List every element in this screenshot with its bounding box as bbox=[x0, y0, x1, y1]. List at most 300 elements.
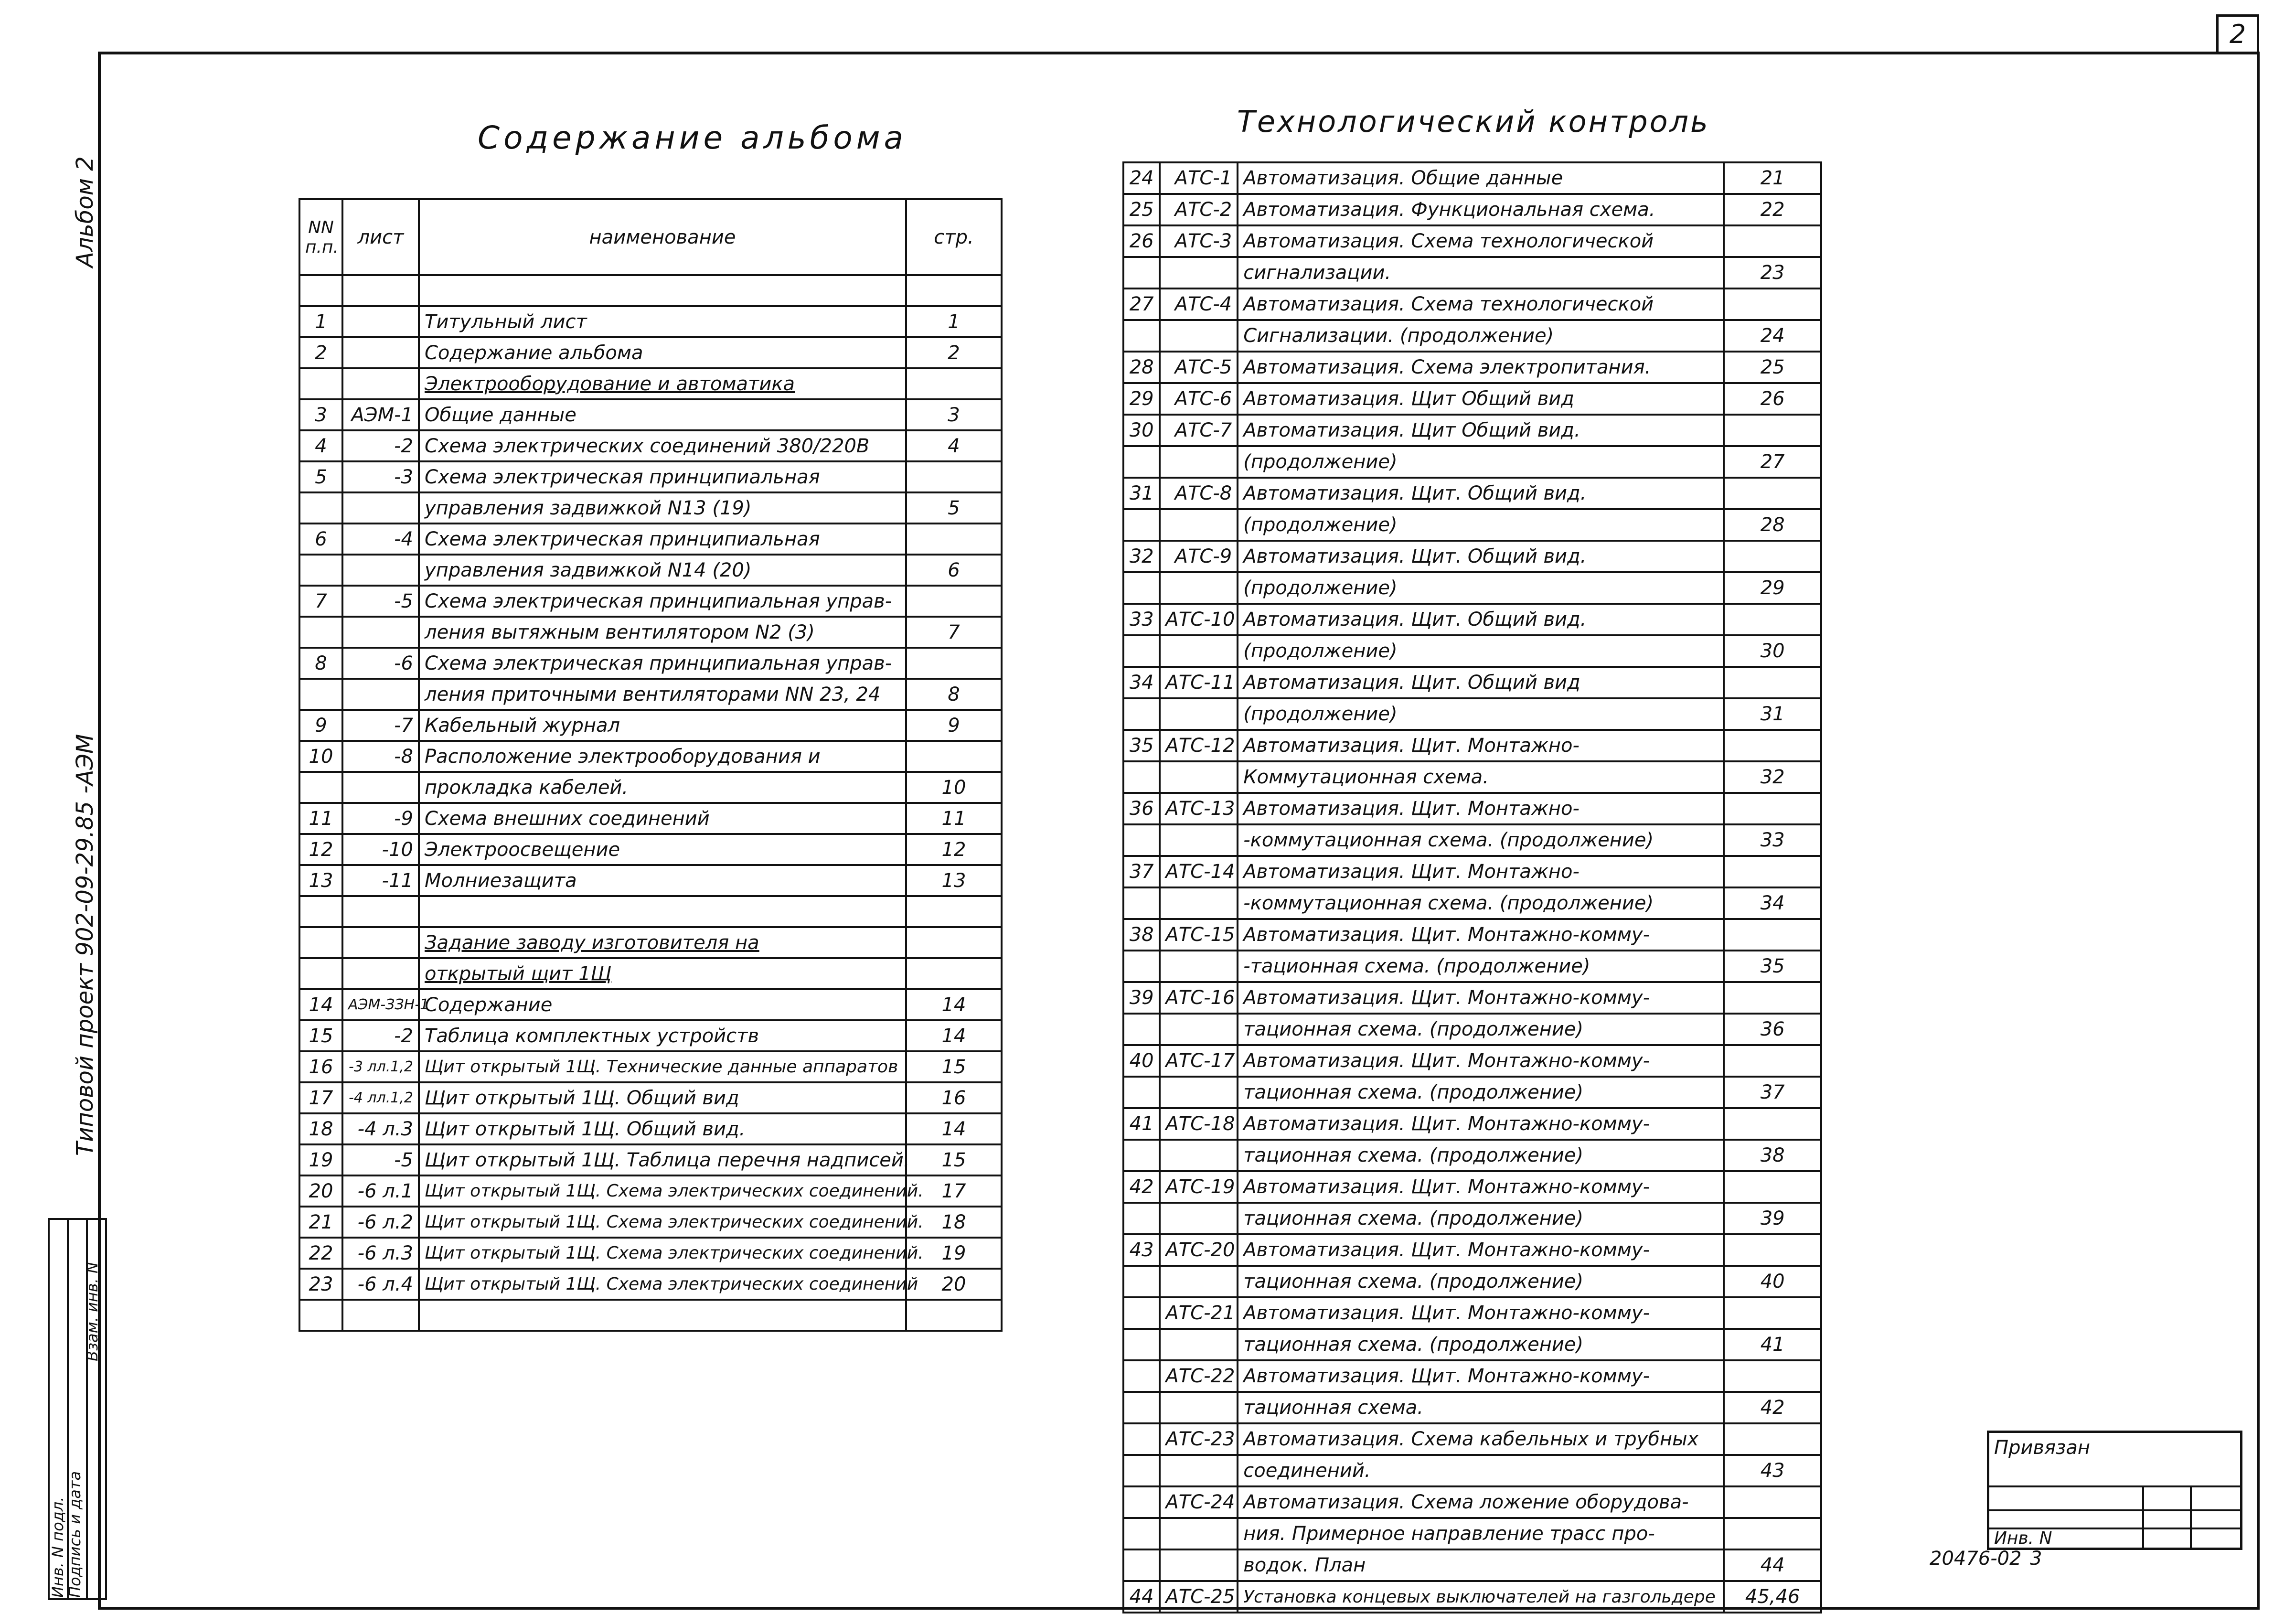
row-title: прокладка кабелей. bbox=[419, 772, 906, 803]
row-number: 24 bbox=[1123, 162, 1160, 194]
row-title: Автоматизация. Функциональная схема. bbox=[1238, 194, 1724, 225]
row-sheet: АЭМ-ЗЗН-1 bbox=[342, 989, 419, 1020]
bind-label: Привязан bbox=[1994, 1437, 2091, 1459]
row-page bbox=[1724, 1171, 1821, 1203]
contents-row bbox=[299, 741, 1002, 772]
row-title: Автоматизация. Щит. Общий вид. bbox=[1238, 541, 1724, 572]
row-page bbox=[1724, 919, 1821, 951]
contents-row bbox=[299, 430, 1002, 461]
row-page bbox=[906, 927, 1002, 958]
row-sheet: АТС-19 bbox=[1160, 1171, 1238, 1203]
row-number: 13 bbox=[299, 865, 342, 896]
row-number bbox=[1123, 1360, 1160, 1392]
row-number: 9 bbox=[299, 710, 342, 741]
row-number bbox=[299, 927, 342, 958]
row-title: Щит открытый 1Щ. Технические данные аппаратов bbox=[419, 1051, 906, 1082]
row-title: ления приточными вентиляторами NN 23, 24 bbox=[419, 679, 906, 710]
control-row bbox=[1123, 1108, 1821, 1140]
row-sheet bbox=[1160, 1455, 1238, 1486]
row-title: (продолжение) bbox=[1238, 635, 1724, 667]
row-page bbox=[1724, 1423, 1821, 1455]
control-row bbox=[1123, 919, 1821, 951]
row-number: 31 bbox=[1123, 478, 1160, 509]
row-page bbox=[1724, 1108, 1821, 1140]
row-page bbox=[1724, 1486, 1821, 1518]
row-page: 39 bbox=[1724, 1203, 1821, 1234]
row-number bbox=[299, 275, 342, 306]
control-row bbox=[1123, 1518, 1821, 1549]
row-sheet bbox=[342, 275, 419, 306]
control-row bbox=[1123, 667, 1821, 698]
row-number bbox=[1123, 698, 1160, 730]
control-row bbox=[1123, 1077, 1821, 1108]
row-page bbox=[1724, 415, 1821, 446]
row-title: (продолжение) bbox=[1238, 572, 1724, 604]
control-row bbox=[1123, 1455, 1821, 1486]
row-number: 12 bbox=[299, 834, 342, 865]
row-sheet: АТС-25 bbox=[1160, 1581, 1238, 1613]
control-row bbox=[1123, 225, 1821, 257]
row-title: соединений. bbox=[1238, 1455, 1724, 1486]
contents-row bbox=[299, 306, 1002, 337]
row-number bbox=[1123, 1455, 1160, 1486]
row-title: Автоматизация. Щит. Монтажно- bbox=[1238, 856, 1724, 887]
control-row bbox=[1123, 1423, 1821, 1455]
row-page bbox=[906, 1300, 1002, 1331]
row-title: Щит открытый 1Щ. Схема электрических соединений bbox=[419, 1269, 906, 1300]
row-page bbox=[906, 741, 1002, 772]
control-row bbox=[1123, 635, 1821, 667]
row-number: 14 bbox=[299, 989, 342, 1020]
row-sheet: -8 bbox=[342, 741, 419, 772]
row-page bbox=[1724, 793, 1821, 824]
contents-row bbox=[299, 524, 1002, 555]
row-number bbox=[299, 772, 342, 803]
row-number: 32 bbox=[1123, 541, 1160, 572]
control-row bbox=[1123, 951, 1821, 982]
row-title: Автоматизация. Щит. Монтажно-комму- bbox=[1238, 1234, 1724, 1266]
contents-row bbox=[299, 710, 1002, 741]
contents-row bbox=[299, 896, 1002, 927]
row-title: Автоматизация. Схема технологической bbox=[1238, 225, 1724, 257]
control-row bbox=[1123, 1140, 1821, 1171]
row-title: Содержание альбома bbox=[419, 337, 906, 368]
control-row bbox=[1123, 415, 1821, 446]
contents-row bbox=[299, 679, 1002, 710]
row-sheet bbox=[342, 306, 419, 337]
row-sheet: АТС-24 bbox=[1160, 1486, 1238, 1518]
row-page: 17 bbox=[906, 1175, 1002, 1207]
row-title: Содержание bbox=[419, 989, 906, 1020]
row-title: Автоматизация. Щит. Монтажно-комму- bbox=[1238, 1108, 1724, 1140]
row-page: 16 bbox=[906, 1082, 1002, 1113]
row-sheet: -3 bbox=[342, 461, 419, 492]
row-title: тационная схема. (продолжение) bbox=[1238, 1329, 1724, 1360]
row-page: 14 bbox=[906, 1020, 1002, 1051]
row-sheet bbox=[342, 555, 419, 586]
row-number bbox=[1123, 320, 1160, 352]
row-page: 10 bbox=[906, 772, 1002, 803]
contents-table bbox=[299, 198, 1003, 1332]
control-row bbox=[1123, 730, 1821, 761]
row-sheet: -6 bbox=[342, 648, 419, 679]
row-sheet bbox=[1160, 1140, 1238, 1171]
contents-row bbox=[299, 865, 1002, 896]
row-number bbox=[1123, 761, 1160, 793]
row-number bbox=[1123, 1423, 1160, 1455]
row-sheet: -11 bbox=[342, 865, 419, 896]
row-page: 15 bbox=[906, 1051, 1002, 1082]
control-row bbox=[1123, 572, 1821, 604]
row-page: 32 bbox=[1724, 761, 1821, 793]
row-title: тационная схема. (продолжение) bbox=[1238, 1266, 1724, 1297]
row-sheet bbox=[1160, 698, 1238, 730]
row-page: 20 bbox=[906, 1269, 1002, 1300]
row-title: Автоматизация. Схема технологической bbox=[1238, 288, 1724, 320]
bind-inv-label: Инв. N bbox=[1994, 1528, 2052, 1548]
row-number: 21 bbox=[299, 1207, 342, 1238]
contents-row bbox=[299, 1144, 1002, 1175]
row-sheet: АТС-14 bbox=[1160, 856, 1238, 887]
row-page: 34 bbox=[1724, 887, 1821, 919]
row-title: Коммутационная схема. bbox=[1238, 761, 1724, 793]
contents-row bbox=[299, 1300, 1002, 1331]
row-title: Щит открытый 1Щ. Схема электрических соединений. bbox=[419, 1207, 906, 1238]
row-sheet bbox=[1160, 887, 1238, 919]
row-page bbox=[906, 524, 1002, 555]
row-number bbox=[299, 1300, 342, 1331]
contents-row bbox=[299, 492, 1002, 524]
row-sheet: АТС-3 bbox=[1160, 225, 1238, 257]
control-row bbox=[1123, 446, 1821, 478]
row-sheet bbox=[342, 337, 419, 368]
row-title: Схема электрическая принципиальная bbox=[419, 524, 906, 555]
row-number bbox=[1123, 257, 1160, 288]
row-title: Схема электрических соединений 380/220В bbox=[419, 430, 906, 461]
contents-row bbox=[299, 927, 1002, 958]
row-title: Автоматизация. Щит. Монтажно-комму- bbox=[1238, 919, 1724, 951]
row-title: Автоматизация. Щит. Общий вид. bbox=[1238, 604, 1724, 635]
row-page: 18 bbox=[906, 1207, 1002, 1238]
row-sheet bbox=[1160, 320, 1238, 352]
control-row bbox=[1123, 320, 1821, 352]
row-page: 4 bbox=[906, 430, 1002, 461]
row-title: Схема электрическая принципиальная bbox=[419, 461, 906, 492]
control-row bbox=[1123, 824, 1821, 856]
row-title: Титульный лист bbox=[419, 306, 906, 337]
row-page bbox=[906, 648, 1002, 679]
row-title: управления задвижкой N14 (20) bbox=[419, 555, 906, 586]
row-number: 20 bbox=[299, 1175, 342, 1207]
control-row bbox=[1123, 1360, 1821, 1392]
row-sheet bbox=[1160, 446, 1238, 478]
row-page: 15 bbox=[906, 1144, 1002, 1175]
row-page: 11 bbox=[906, 803, 1002, 834]
row-title: Автоматизация. Щит Общий вид bbox=[1238, 383, 1724, 415]
row-number bbox=[299, 555, 342, 586]
row-number bbox=[299, 492, 342, 524]
row-number bbox=[1123, 635, 1160, 667]
contents-row bbox=[299, 772, 1002, 803]
contents-row bbox=[299, 617, 1002, 648]
control-row bbox=[1123, 793, 1821, 824]
row-page bbox=[1724, 225, 1821, 257]
row-title: Молниезащита bbox=[419, 865, 906, 896]
row-page: 38 bbox=[1724, 1140, 1821, 1171]
row-title: ния. Примерное направление трасс про- bbox=[1238, 1518, 1724, 1549]
control-row bbox=[1123, 1203, 1821, 1234]
row-page bbox=[1724, 541, 1821, 572]
row-sheet bbox=[1160, 1329, 1238, 1360]
contents-row bbox=[299, 834, 1002, 865]
row-sheet: АТС-22 bbox=[1160, 1360, 1238, 1392]
row-number: 25 bbox=[1123, 194, 1160, 225]
row-sheet bbox=[1160, 1266, 1238, 1297]
row-sheet: -2 bbox=[342, 430, 419, 461]
control-row bbox=[1123, 383, 1821, 415]
row-title: Щит открытый 1Щ. Схема электрических соединений. bbox=[419, 1175, 906, 1207]
row-page: 7 bbox=[906, 617, 1002, 648]
row-number bbox=[1123, 951, 1160, 982]
control-row bbox=[1123, 541, 1821, 572]
row-number: 1 bbox=[299, 306, 342, 337]
row-page: 14 bbox=[906, 989, 1002, 1020]
row-title: Автоматизация. Схема электропитания. bbox=[1238, 352, 1724, 383]
row-page: 27 bbox=[1724, 446, 1821, 478]
row-page: 43 bbox=[1724, 1455, 1821, 1486]
row-page bbox=[1724, 288, 1821, 320]
control-row bbox=[1123, 856, 1821, 887]
row-number: 30 bbox=[1123, 415, 1160, 446]
row-page bbox=[1724, 1297, 1821, 1329]
contents-row bbox=[299, 461, 1002, 492]
control-table bbox=[1122, 161, 1822, 1613]
row-page: 37 bbox=[1724, 1077, 1821, 1108]
row-sheet bbox=[1160, 951, 1238, 982]
row-title: Автоматизация. Щит. Монтажно-комму- bbox=[1238, 1171, 1724, 1203]
control-row bbox=[1123, 1266, 1821, 1297]
row-page: 44 bbox=[1724, 1549, 1821, 1581]
row-title: Расположение электрооборудования и bbox=[419, 741, 906, 772]
row-page: 41 bbox=[1724, 1329, 1821, 1360]
row-title: сигнализации. bbox=[1238, 257, 1724, 288]
contents-row bbox=[299, 1051, 1002, 1082]
row-number: 28 bbox=[1123, 352, 1160, 383]
row-title: Автоматизация. Схема кабельных и трубных bbox=[1238, 1423, 1724, 1455]
control-row bbox=[1123, 1581, 1821, 1613]
control-row bbox=[1123, 478, 1821, 509]
row-title: Автоматизация. Щит. Монтажно- bbox=[1238, 730, 1724, 761]
row-title bbox=[419, 275, 906, 306]
header-page: стр. bbox=[906, 199, 1002, 275]
contents-row bbox=[299, 648, 1002, 679]
row-number: 5 bbox=[299, 461, 342, 492]
control-row bbox=[1123, 1045, 1821, 1077]
stamp-inv-label: Инв. N подл. bbox=[49, 1496, 67, 1598]
row-title: тационная схема. (продолжение) bbox=[1238, 1203, 1724, 1234]
row-page: 30 bbox=[1724, 635, 1821, 667]
row-number bbox=[1123, 1329, 1160, 1360]
row-sheet: АТС-6 bbox=[1160, 383, 1238, 415]
control-row bbox=[1123, 761, 1821, 793]
row-sheet: АТС-23 bbox=[1160, 1423, 1238, 1455]
row-sheet: АТС-16 bbox=[1160, 982, 1238, 1014]
row-number: 39 bbox=[1123, 982, 1160, 1014]
row-page bbox=[1724, 1234, 1821, 1266]
row-page: 35 bbox=[1724, 951, 1821, 982]
control-row bbox=[1123, 1329, 1821, 1360]
row-sheet: -6 л.1 bbox=[342, 1175, 419, 1207]
contents-row bbox=[299, 368, 1002, 399]
row-page bbox=[1724, 1518, 1821, 1549]
row-sheet bbox=[1160, 257, 1238, 288]
row-page: 13 bbox=[906, 865, 1002, 896]
control-row bbox=[1123, 1234, 1821, 1266]
row-page: 25 bbox=[1724, 352, 1821, 383]
row-number bbox=[1123, 1140, 1160, 1171]
header-num: NN п.п. bbox=[299, 199, 342, 275]
control-row bbox=[1123, 352, 1821, 383]
row-title bbox=[419, 1300, 906, 1331]
control-row bbox=[1123, 1549, 1821, 1581]
control-row bbox=[1123, 982, 1821, 1014]
row-sheet bbox=[342, 1300, 419, 1331]
row-title: ления вытяжным вентилятором N2 (3) bbox=[419, 617, 906, 648]
row-number: 43 bbox=[1123, 1234, 1160, 1266]
row-page bbox=[1724, 1360, 1821, 1392]
row-title: Автоматизация. Щит. Общий вид. bbox=[1238, 478, 1724, 509]
row-sheet: АТС-11 bbox=[1160, 667, 1238, 698]
contents-row bbox=[299, 989, 1002, 1020]
row-number bbox=[1123, 1549, 1160, 1581]
row-title: Таблица комплектных устройств bbox=[419, 1020, 906, 1051]
row-title: Установка концевых выключателей на газгольдере bbox=[1238, 1581, 1724, 1613]
row-sheet bbox=[1160, 1549, 1238, 1581]
contents-row bbox=[299, 958, 1002, 989]
row-page bbox=[1724, 982, 1821, 1014]
row-title: Общие данные bbox=[419, 399, 906, 430]
row-title: Схема электрическая принципиальная управ- bbox=[419, 586, 906, 617]
contents-row bbox=[299, 1175, 1002, 1207]
row-number bbox=[299, 896, 342, 927]
row-number: 26 bbox=[1123, 225, 1160, 257]
row-number: 18 bbox=[299, 1113, 342, 1144]
row-page: 45,46 bbox=[1724, 1581, 1821, 1613]
control-row bbox=[1123, 887, 1821, 919]
row-sheet: АТС-17 bbox=[1160, 1045, 1238, 1077]
row-number bbox=[1123, 446, 1160, 478]
control-row bbox=[1123, 1171, 1821, 1203]
row-sheet: АТС-13 bbox=[1160, 793, 1238, 824]
row-title: Щит открытый 1Щ. Схема электрических соединений. bbox=[419, 1238, 906, 1269]
row-sheet bbox=[1160, 1203, 1238, 1234]
row-title: водок. План bbox=[1238, 1549, 1724, 1581]
page-number: 2 bbox=[2216, 14, 2259, 54]
row-title: (продолжение) bbox=[1238, 446, 1724, 478]
row-sheet: АТС-2 bbox=[1160, 194, 1238, 225]
row-number: 35 bbox=[1123, 730, 1160, 761]
row-number: 22 bbox=[299, 1238, 342, 1269]
control-row bbox=[1123, 1014, 1821, 1045]
control-row bbox=[1123, 509, 1821, 541]
row-page: 29 bbox=[1724, 572, 1821, 604]
row-sheet bbox=[342, 772, 419, 803]
row-number: 6 bbox=[299, 524, 342, 555]
row-page: 5 bbox=[906, 492, 1002, 524]
row-page: 1 bbox=[906, 306, 1002, 337]
row-title: Автоматизация. Щит. Монтажно-комму- bbox=[1238, 1045, 1724, 1077]
row-number: 10 bbox=[299, 741, 342, 772]
row-title: тационная схема. (продолжение) bbox=[1238, 1077, 1724, 1108]
row-sheet bbox=[342, 958, 419, 989]
row-number: 44 bbox=[1123, 1581, 1160, 1613]
row-sheet: -4 лл.1,2 bbox=[342, 1082, 419, 1113]
row-sheet: -2 bbox=[342, 1020, 419, 1051]
row-sheet: АТС-15 bbox=[1160, 919, 1238, 951]
row-title: -коммутационная схема. (продолжение) bbox=[1238, 887, 1724, 919]
row-title: (продолжение) bbox=[1238, 509, 1724, 541]
row-number bbox=[1123, 1077, 1160, 1108]
row-number bbox=[1123, 887, 1160, 919]
row-number: 3 bbox=[299, 399, 342, 430]
row-sheet: -4 bbox=[342, 524, 419, 555]
row-number bbox=[299, 368, 342, 399]
stamp-sign-label: Подпись и дата bbox=[66, 1471, 84, 1598]
row-page bbox=[906, 896, 1002, 927]
row-sheet: АТС-5 bbox=[1160, 352, 1238, 383]
control-row bbox=[1123, 257, 1821, 288]
contents-row bbox=[299, 1238, 1002, 1269]
header-sheet: лист bbox=[342, 199, 419, 275]
control-row bbox=[1123, 194, 1821, 225]
row-title bbox=[419, 896, 906, 927]
row-sheet: АЭМ-1 bbox=[342, 399, 419, 430]
control-row bbox=[1123, 1297, 1821, 1329]
row-sheet: АТС-18 bbox=[1160, 1108, 1238, 1140]
row-sheet: -9 bbox=[342, 803, 419, 834]
row-title: Автоматизация. Щит. Монтажно-комму- bbox=[1238, 1360, 1724, 1392]
row-page bbox=[1724, 1045, 1821, 1077]
row-sheet bbox=[1160, 1392, 1238, 1423]
row-sheet: -5 bbox=[342, 586, 419, 617]
row-number: 37 bbox=[1123, 856, 1160, 887]
row-page: 12 bbox=[906, 834, 1002, 865]
row-page: 21 bbox=[1724, 162, 1821, 194]
row-number: 38 bbox=[1123, 919, 1160, 951]
row-page: 26 bbox=[1724, 383, 1821, 415]
row-sheet: -4 л.3 bbox=[342, 1113, 419, 1144]
row-sheet bbox=[1160, 1518, 1238, 1549]
row-title: -коммутационная схема. (продолжение) bbox=[1238, 824, 1724, 856]
row-title: -тационная схема. (продолжение) bbox=[1238, 951, 1724, 982]
row-sheet: -5 bbox=[342, 1144, 419, 1175]
row-number bbox=[299, 617, 342, 648]
row-number: 23 bbox=[299, 1269, 342, 1300]
row-number bbox=[1123, 1203, 1160, 1234]
contents-row bbox=[299, 1269, 1002, 1300]
row-page bbox=[906, 586, 1002, 617]
contents-row bbox=[299, 803, 1002, 834]
row-page bbox=[906, 275, 1002, 306]
row-title: тационная схема. bbox=[1238, 1392, 1724, 1423]
contents-row bbox=[299, 555, 1002, 586]
row-number bbox=[1123, 509, 1160, 541]
header-name: наименование bbox=[419, 199, 906, 275]
row-number bbox=[1123, 1486, 1160, 1518]
row-title: (продолжение) bbox=[1238, 698, 1724, 730]
row-number bbox=[299, 958, 342, 989]
row-page bbox=[1724, 856, 1821, 887]
